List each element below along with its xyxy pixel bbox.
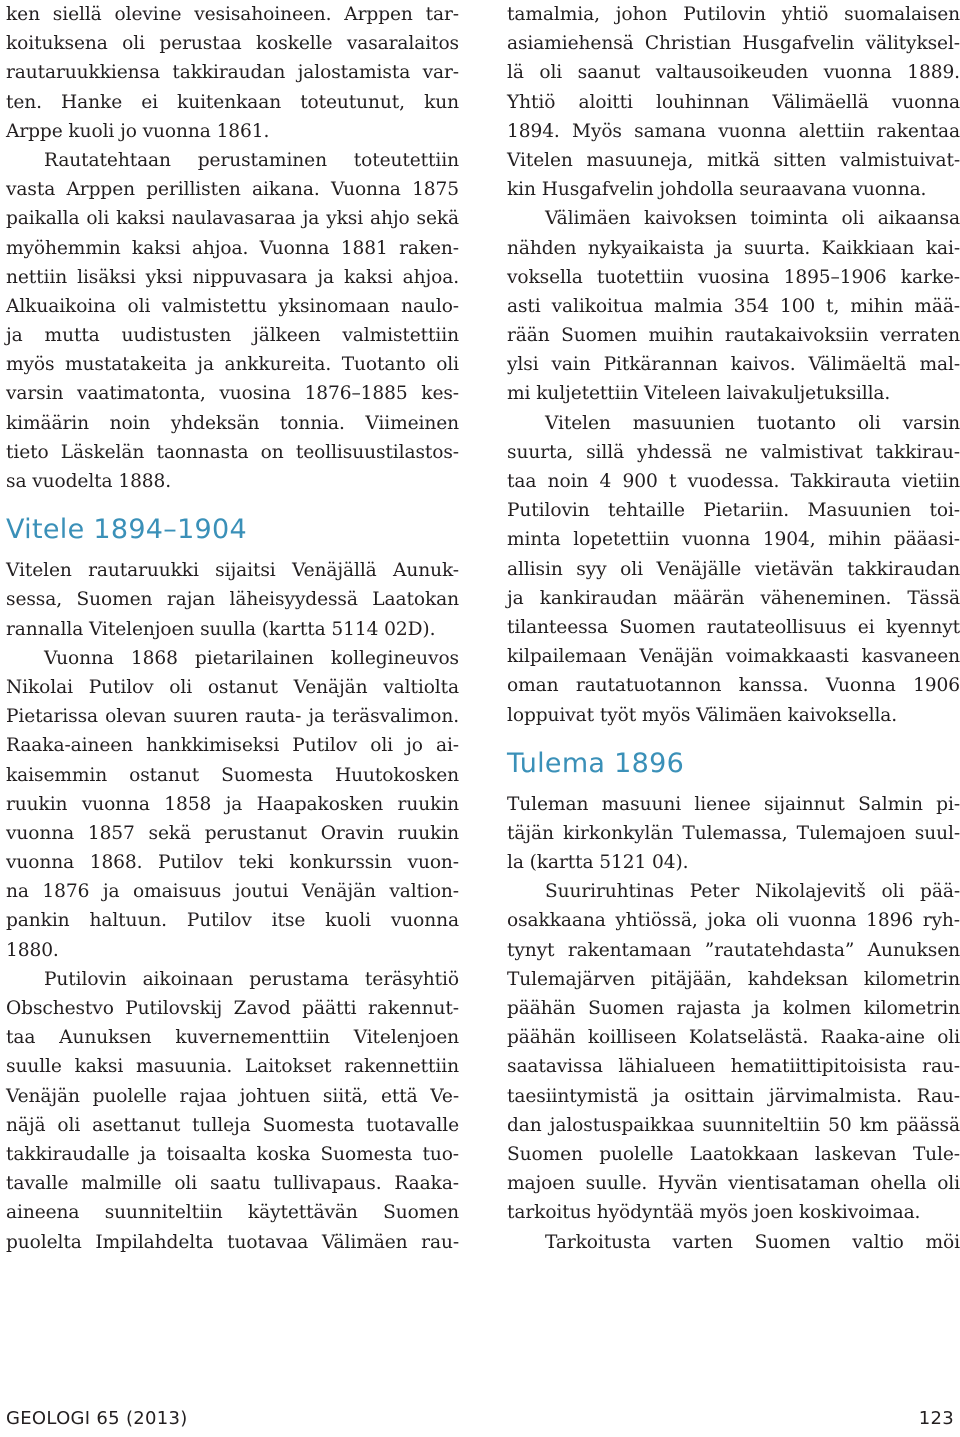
footer-page-number: 123 [918, 1408, 954, 1429]
left-paragraph-5 [6, 965, 459, 1257]
text-line: Tuleman masuuni lienee sijainnut Salmin pi- [507, 793, 960, 815]
text-line: Vitelen masuuneja, mitkä sitten valmistuivat- [507, 149, 960, 171]
text-line: ten. Hanke ei kuitenkaan toteutunut, kun [6, 91, 459, 113]
text-line: takkiraudalle ja toisaalta koska Suomesta tuo- [6, 1143, 459, 1165]
left-column [6, 0, 459, 1257]
text-line: majoen suulle. Hyvän vientisataman ohella oli [507, 1173, 960, 1195]
text-line: sa vuodelta 1888. [6, 471, 172, 492]
text-line: myös mustatakeita ja ankkureita. Tuotanto oli [6, 354, 459, 376]
text-line: rannalla Vitelenjoen suulla (kartta 5114 02D). [6, 618, 436, 640]
text-line: tarkoitus hyödyntää myös joen koskivoimaa. [507, 1202, 921, 1224]
text-line: tynyt rakentamaan ”rautatehdasta” Aunuksen [507, 939, 960, 961]
footer-journal: GEOLOGI 65 (2013) [6, 1408, 188, 1429]
text-line: la (kartta 5121 04). [507, 852, 689, 874]
text-line: Pietarissa olevan suuren rauta- ja teräsvalimon. [6, 706, 459, 728]
text-line: päähän Suomen rajasta ja kolmen kilometrin [507, 998, 960, 1019]
text-line: ja mutta uudistusten jälkeen valmistettiin [6, 325, 459, 347]
text-line: tavalle malmille oli saatu tullivapaus. Raaka- [6, 1173, 459, 1195]
text-line: osakkaana yhtiössä, joka oli vuonna 1896 ryh- [507, 910, 960, 932]
text-line: dan jalostuspaikkaa suunniteltiin 50 km päässä [507, 1114, 960, 1136]
text-line: Nikolai Putilov oli ostanut Venäjän valtiolta [6, 676, 459, 698]
right-paragraph-1 [507, 0, 960, 204]
right-paragraph-4 [507, 790, 960, 878]
text-line: Obschestvo Putilovskij Zavod päätti rakennut- [6, 998, 459, 1019]
text-line: ylsi vain Pitkärannan kaivos. Välimäeltä mal- [507, 354, 960, 376]
text-line: lä oli saanut valtausoikeuden vuonna 1889. [507, 62, 960, 84]
text-line: tieto Läskelän taonnasta on teollisuustilastos- [6, 441, 459, 463]
text-line: puolelta Impilahdelta tuotavaa Välimäen rau- [6, 1231, 459, 1253]
text-line: sessa, Suomen rajan läheisyydessä Laatokan [6, 589, 459, 611]
text-line: saatavissa lähialueen hematiittipitoisista rau- [507, 1056, 960, 1078]
right-paragraph-2 [507, 204, 960, 408]
text-line: pankin haltuun. Putilov itse kuoli vuonna [6, 910, 459, 932]
text-line: päähän koilliseen Kolatselästä. Raaka-aine oli [507, 1027, 960, 1049]
text-line: Suuriruhtinas Peter Nikolajevitš oli pää- [545, 881, 960, 903]
left-paragraph-4 [6, 644, 459, 965]
text-line: ja kankiraudan määrän väheneminen. Tässä [507, 587, 960, 609]
text-line: mi kuljetettiin Viteleen laivakuljetuksilla. [507, 383, 891, 405]
text-line: nähden nykyaikaista ja suurta. Kaikkiaan kai- [507, 237, 960, 259]
text-line: rautaruukkiensa takkiraudan jalostamista var- [6, 62, 459, 84]
text-line: Suomen puolelle Laatokkaan laskevan Tule- [507, 1143, 960, 1165]
right-paragraph-6 [507, 1228, 960, 1257]
left-paragraph-2 [6, 146, 459, 496]
text-line: koituksena oli perustaa koskelle vasaralaitos [6, 33, 459, 55]
left-paragraph-3 [6, 556, 459, 644]
text-line: Vitelen rautaruukki sijaitsi Venäjällä Aunuk- [6, 560, 459, 582]
text-line: vasta Arppen perillisten aikana. Vuonna 1875 [6, 179, 459, 201]
text-line: tilanteessa Suomen rautateollisuus ei kyennyt [507, 616, 960, 638]
text-line: Vitelen masuunien tuotanto oli varsin [545, 412, 960, 434]
text-line: suulle kaksi masuunia. Laitokset rakennettiin [6, 1056, 459, 1078]
text-line: taa Aunuksen kuvernementtiin Vitelenjoen [6, 1027, 459, 1049]
section-heading-vitele: Vitele 1894–1904 [6, 514, 247, 546]
text-line: Venäjän puolelle rajaa johtuen siitä, että Ve- [6, 1085, 459, 1107]
right-column [507, 0, 960, 1257]
text-line: minta lopetettiin vuonna 1904, mihin pääasi- [507, 529, 960, 551]
text-line: Putilovin aikoinaan perustama teräsyhtiö [44, 968, 459, 990]
text-line: kaisemmin ostanut Suomesta Huutokosken [6, 764, 459, 786]
text-line: nettiin lisäksi yksi nippuvasara ja kaksi ahjoa. [6, 266, 459, 288]
text-line: rään Suomen muihin rautakaivoksiin verraten [507, 325, 960, 347]
right-paragraph-5 [507, 877, 960, 1227]
text-line: asti valikoitua malmia 354 100 t, mihin mää- [507, 295, 960, 317]
text-line: vuonna 1868. Putilov teki konkurssin vuon- [6, 852, 459, 874]
text-line: taesiintymistä ja osittain järvimalmista. Rau- [507, 1085, 960, 1107]
text-line: tamalmia, johon Putilovin yhtiö suomalaisen [507, 4, 960, 25]
text-line: suurta, sillä yhdessä ne valmistivat takkirau- [507, 441, 960, 463]
text-line: paikalla oli kaksi naulavasaraa ja yksi ahjo sekä [6, 208, 459, 230]
text-line: Rautatehtaan perustaminen toteutettiin [44, 149, 459, 171]
text-line: 1894. Myös samana vuonna alettiin rakentaa [507, 120, 960, 142]
text-line: Alkuaikoina oli valmistettu yksinomaan naulo- [6, 295, 459, 317]
text-line: na 1876 ja omaisuus joutui Venäjän valtion- [6, 881, 459, 903]
text-line: vuonna 1857 sekä perustanut Oravin ruukin [6, 822, 459, 844]
text-line: voksella tuotettiin vuosina 1895–1906 karke- [507, 266, 960, 288]
text-line: 1880. [6, 939, 59, 961]
text-line: Putilovin tehtaille Pietariin. Masuunien toi- [507, 500, 960, 522]
text-line: täjän kirkonkylän Tulemassa, Tulemajoen suul- [507, 822, 960, 844]
text-line: Raaka-aineen hankkimiseksi Putilov oli jo ai- [6, 735, 459, 757]
text-line: taa noin 4 900 t vuodessa. Takkirauta vietiin [507, 471, 960, 492]
left-paragraph-1 [6, 0, 459, 146]
text-line: oman rautatuotannon kanssa. Vuonna 1906 [507, 675, 960, 697]
text-line: myöhemmin kaksi ahjoa. Vuonna 1881 raken- [6, 237, 459, 259]
text-line: Vuonna 1868 pietarilainen kollegineuvos [44, 647, 459, 669]
text-line: kimäärin noin yhdeksän tonnia. Viimeinen [6, 412, 459, 434]
text-line: Tulemajärven pitäjään, kahdeksan kilometrin [507, 968, 960, 990]
text-line: ruukin vuonna 1858 ja Haapakosken ruukin [6, 793, 459, 815]
text-line: näjä oli asettanut tulleja Suomesta tuotavalle [6, 1114, 459, 1136]
text-line: asiamiehensä Christian Husgafvelin välityksel- [507, 33, 960, 55]
text-line: Välimäen kaivoksen toiminta oli aikaansa [545, 208, 960, 230]
text-line: Arppe kuoli jo vuonna 1861. [6, 120, 270, 142]
text-line: aineena suunniteltiin käytettävän Suomen [6, 1202, 459, 1224]
right-paragraph-3 [507, 409, 960, 730]
text-line: allisin syy oli Venäjälle vietävän takkiraudan [507, 558, 960, 580]
text-line: Yhtiö aloitti louhinnan Välimäellä vuonna [507, 91, 960, 113]
text-line: Tarkoitusta varten Suomen valtio möi [545, 1231, 960, 1253]
text-line: loppuivat työt myös Välimäen kaivoksella. [507, 704, 898, 726]
text-line: kin Husgafvelin johdolla seuraavana vuonna. [507, 179, 927, 201]
text-line: varsin vaatimatonta, vuosina 1876–1885 kes- [6, 383, 459, 405]
text-line: ken siellä olevine vesisahoineen. Arppen tar- [6, 4, 459, 25]
text-line: kilpailemaan Venäjän voimakkaasti kasvaneen [507, 646, 960, 668]
section-heading-tulema: Tulema 1896 [507, 747, 685, 779]
